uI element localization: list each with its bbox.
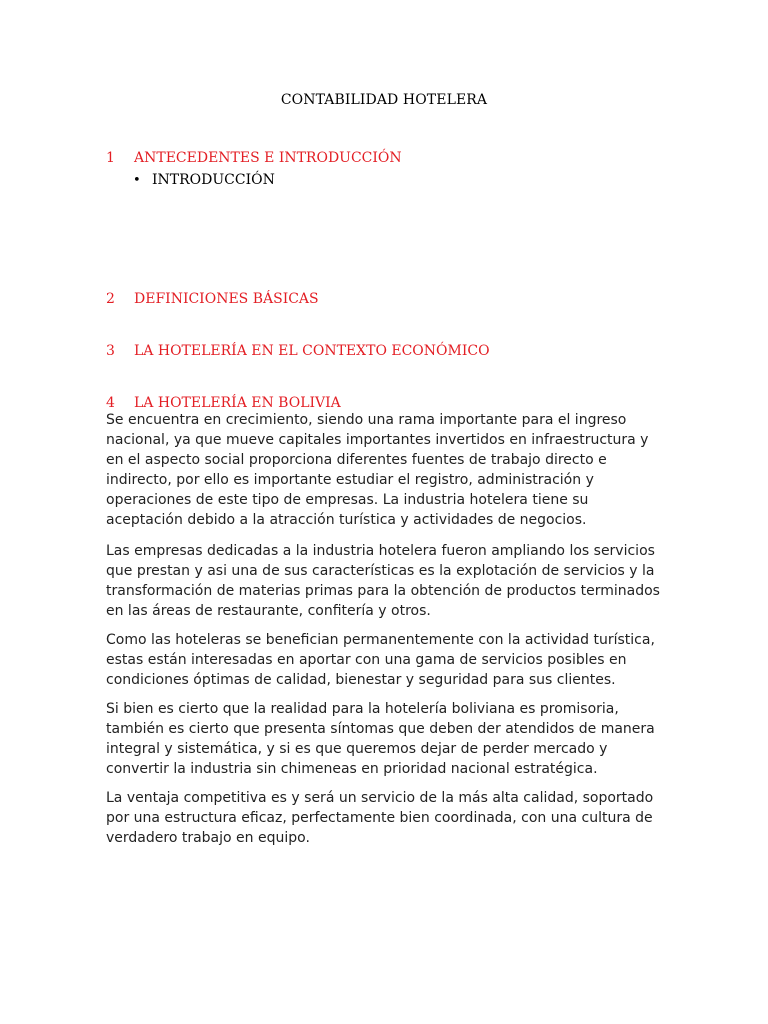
section-number: 4 — [106, 395, 115, 411]
paragraph-5: La ventaja competitiva es y será un servicio de la más alta calidad, soportado por una estructura eficaz, perfectamente bien coordinada, con una cultura de verdadero trabajo en equipo. — [106, 790, 654, 846]
paragraph-3: Como las hoteleras se benefician permanentemente con la actividad turística, estas están interesadas en aportar con una gama de servicios posibles en condiciones óptimas de calidad, bienestar y seguridad para sus clientes. — [106, 632, 655, 688]
section-number: 3 — [106, 343, 115, 359]
section-title: DEFINICIONES BÁSICAS — [134, 291, 319, 307]
section-number: 2 — [106, 291, 115, 307]
section-title: ANTECEDENTES E INTRODUCCIÓN — [134, 150, 402, 166]
document-title: CONTABILIDAD HOTELERA — [280, 92, 488, 108]
paragraph-1: Se encuentra en crecimiento, siendo una rama importante para el ingreso nacional, ya que mueve capitales importantes invertidos en infraestructura y en el aspecto social proporciona diferentes fuentes de trabajo directo e indirecto, por ello es importante estudiar el registro, administración y operaciones de este tipo de empresas. La industria hotelera tiene su aceptación debido a la atracción turística y actividades de negocios. — [106, 412, 649, 528]
bullet-text: INTRODUCCIÓN — [152, 172, 275, 188]
bullet-item-introduccion — [133, 172, 275, 188]
bullet-icon: • — [133, 173, 141, 188]
paragraph-2: Las empresas dedicadas a la industria hotelera fueron ampliando los servicios que prestan y asi una de sus características es la explotación de servicios y la transformación de materias primas para la obtención de productos terminados en las áreas de restaurante, confitería y otros. — [106, 543, 660, 619]
section-heading-4 — [106, 395, 341, 411]
section-title: LA HOTELERÍA EN EL CONTEXTO ECONÓMICO — [134, 343, 490, 359]
section-title: LA HOTELERÍA EN BOLIVIA — [134, 395, 341, 411]
section-number: 1 — [106, 150, 115, 166]
section-heading-1 — [106, 150, 402, 166]
section-heading-3 — [106, 343, 490, 359]
paragraph-4: Si bien es cierto que la realidad para la hotelería boliviana es promisoria, también es cierto que presenta síntomas que deben der atendidos de manera integral y sistemática, y si es que queremos dejar de perder mercado y convertir la industria sin chimeneas en prioridad nacional estratégica. — [106, 701, 655, 777]
section-heading-2 — [106, 291, 319, 307]
